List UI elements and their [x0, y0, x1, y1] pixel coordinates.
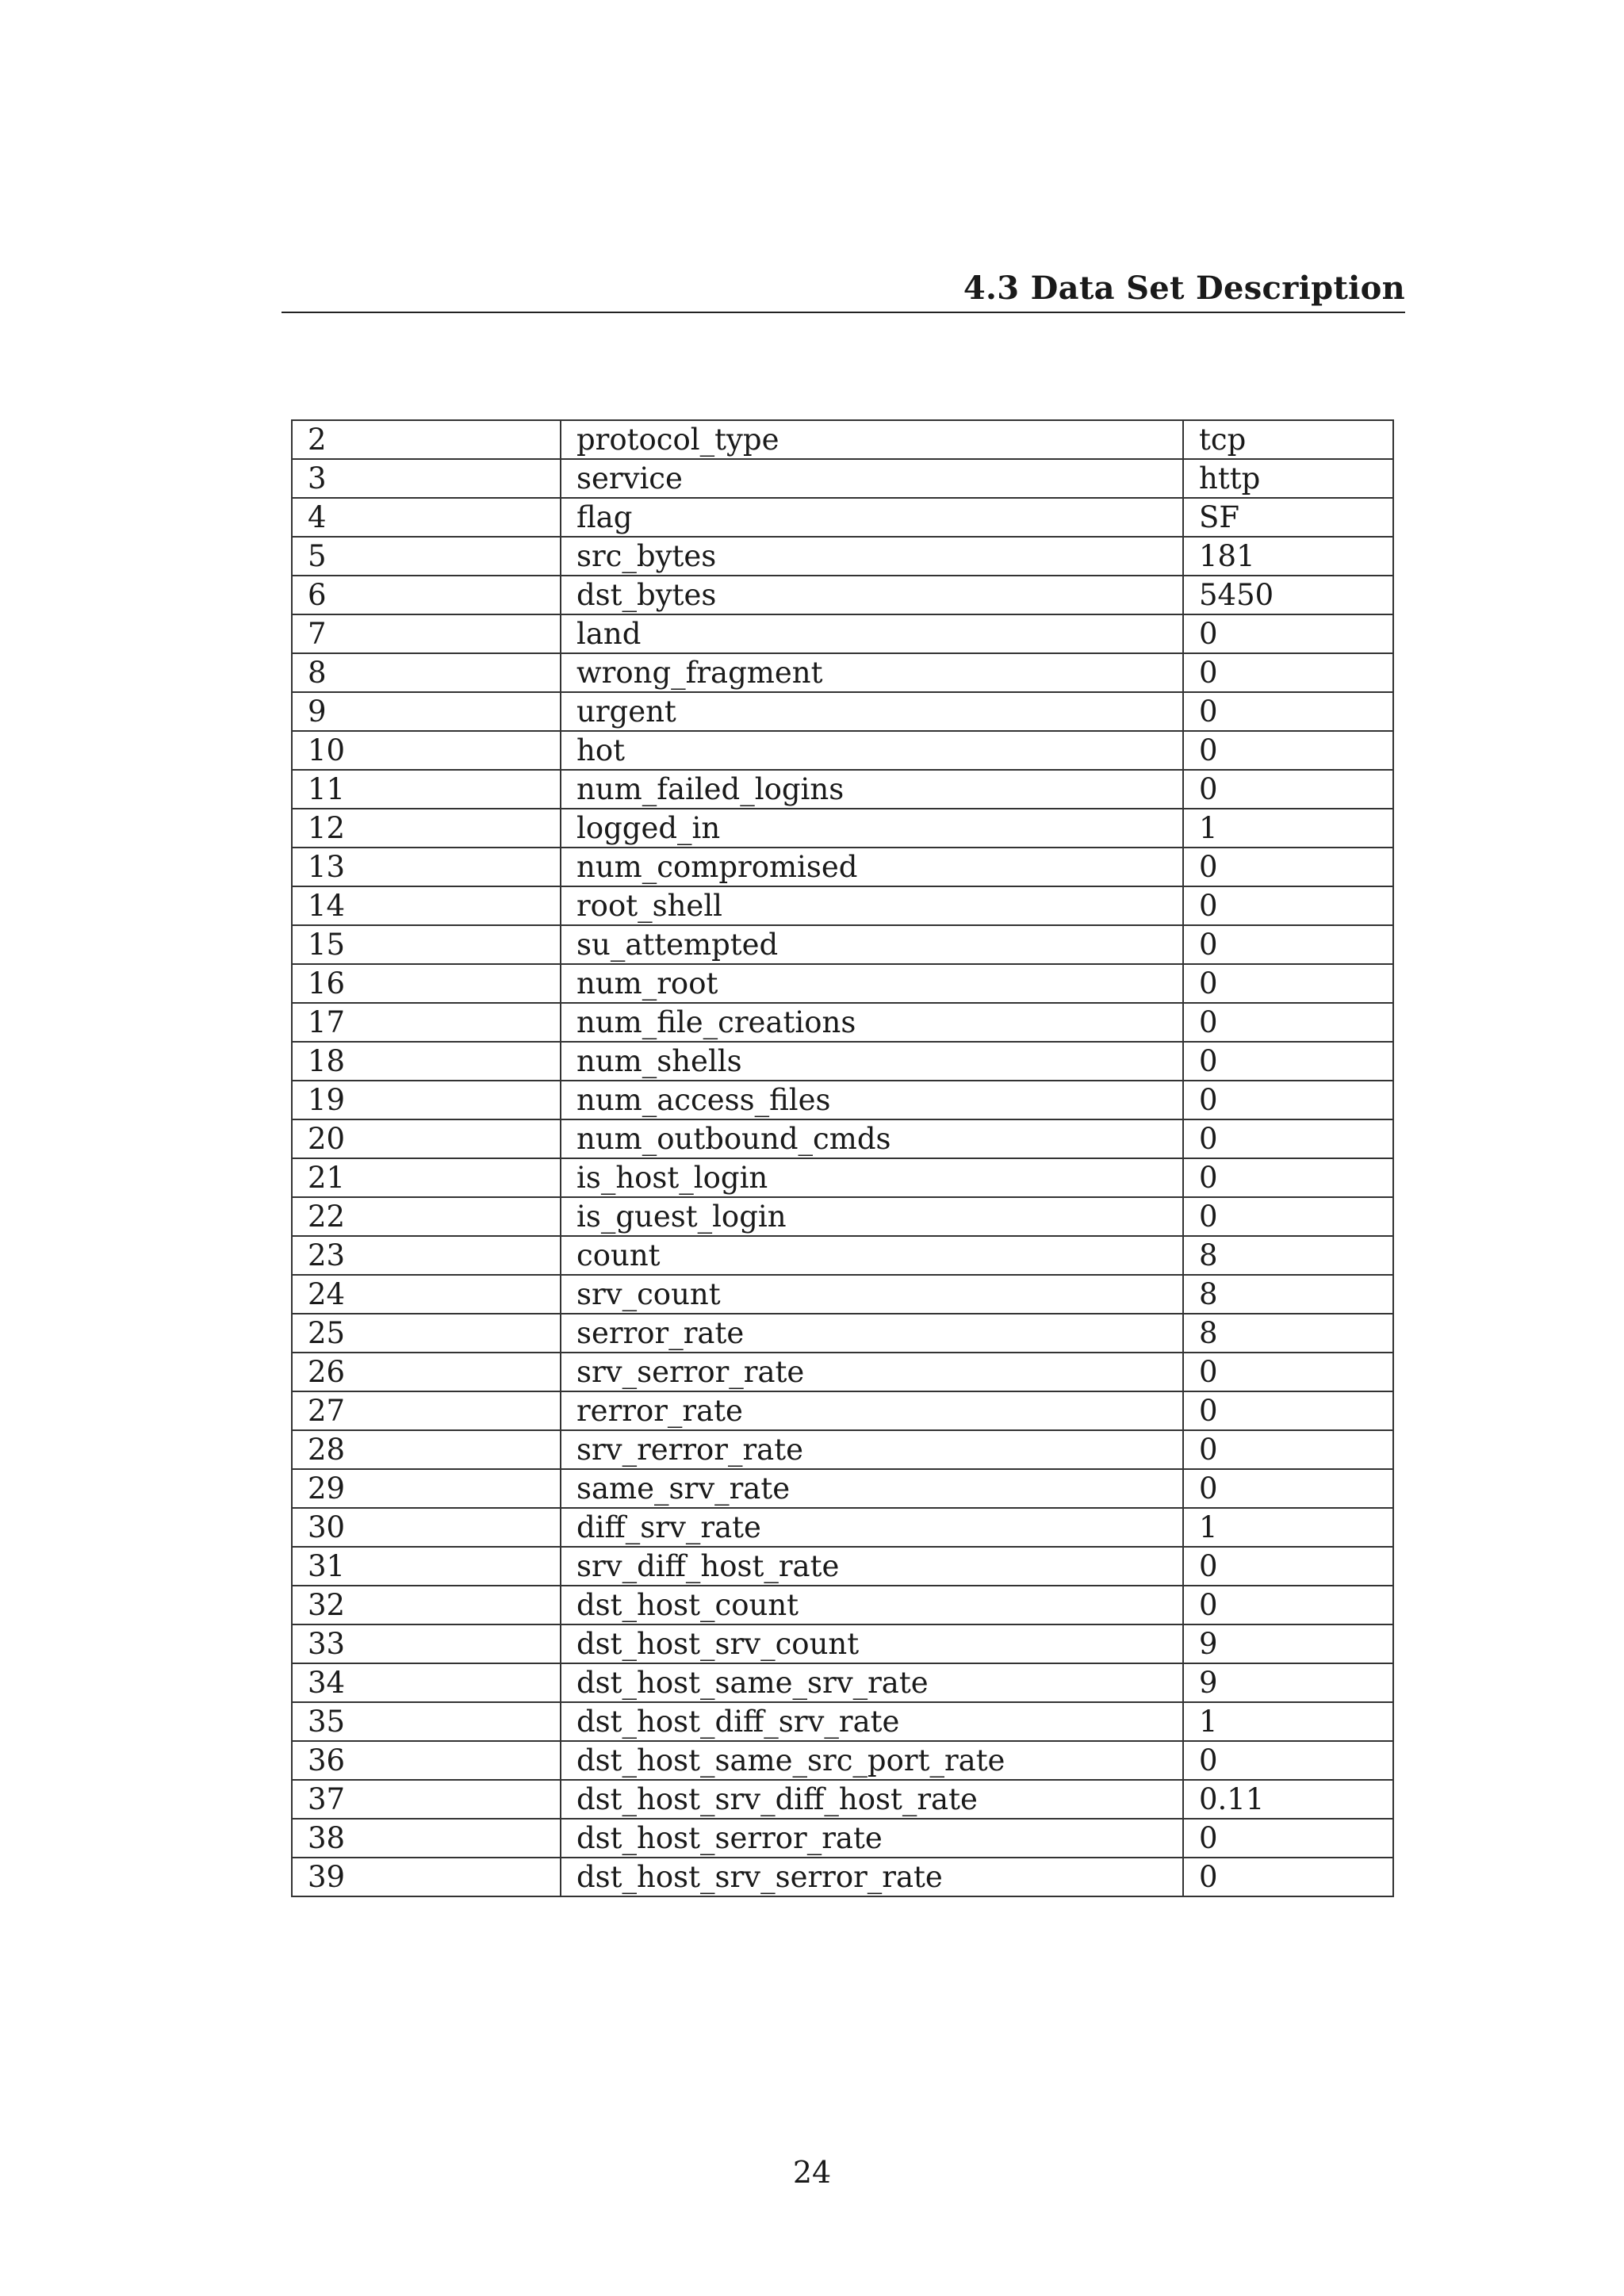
- row-index-cell: 21: [292, 1158, 561, 1197]
- feature-name-cell: num_compromised: [561, 848, 1183, 886]
- feature-value-cell: 0: [1183, 1158, 1393, 1197]
- feature-value-cell: 5450: [1183, 576, 1393, 614]
- row-index-cell: 32: [292, 1586, 561, 1624]
- feature-value-cell: 0: [1183, 925, 1393, 964]
- row-index-cell: 20: [292, 1119, 561, 1158]
- feature-name-cell: dst_host_same_src_port_rate: [561, 1741, 1183, 1780]
- feature-name-cell: dst_host_same_srv_rate: [561, 1663, 1183, 1702]
- table-row: [292, 1236, 1393, 1275]
- table-row: [292, 1819, 1393, 1858]
- row-index-cell: 28: [292, 1430, 561, 1469]
- table-row: [292, 1586, 1393, 1624]
- feature-name-cell: num_outbound_cmds: [561, 1119, 1183, 1158]
- feature-value-cell: 1: [1183, 1508, 1393, 1547]
- feature-name-cell: dst_host_count: [561, 1586, 1183, 1624]
- feature-value-cell: 0: [1183, 1391, 1393, 1430]
- feature-name-cell: root_shell: [561, 886, 1183, 925]
- table-row: [292, 614, 1393, 653]
- row-index-cell: 3: [292, 459, 561, 498]
- table-row: [292, 1858, 1393, 1896]
- row-index-cell: 39: [292, 1858, 561, 1896]
- feature-value-cell: SF: [1183, 498, 1393, 537]
- table-row: [292, 653, 1393, 692]
- feature-name-cell: service: [561, 459, 1183, 498]
- row-index-cell: 35: [292, 1702, 561, 1741]
- table-row: [292, 1275, 1393, 1314]
- feature-value-cell: 0: [1183, 848, 1393, 886]
- row-index-cell: 9: [292, 692, 561, 731]
- feature-value-cell: 0: [1183, 1547, 1393, 1586]
- page-number: 24: [792, 2155, 832, 2190]
- feature-name-cell: logged_in: [561, 809, 1183, 848]
- row-index-cell: 33: [292, 1624, 561, 1663]
- feature-name-cell: dst_host_diff_srv_rate: [561, 1702, 1183, 1741]
- row-index-cell: 26: [292, 1353, 561, 1391]
- table-row: [292, 809, 1393, 848]
- feature-value-cell: 9: [1183, 1663, 1393, 1702]
- table-row: [292, 1081, 1393, 1119]
- feature-name-cell: num_root: [561, 964, 1183, 1003]
- feature-name-cell: diff_srv_rate: [561, 1508, 1183, 1547]
- feature-name-cell: rerror_rate: [561, 1391, 1183, 1430]
- row-index-cell: 18: [292, 1042, 561, 1081]
- table-row: [292, 1663, 1393, 1702]
- table-row: [292, 731, 1393, 770]
- row-index-cell: 36: [292, 1741, 561, 1780]
- feature-name-cell: dst_host_srv_diff_host_rate: [561, 1780, 1183, 1819]
- feature-value-cell: 0: [1183, 886, 1393, 925]
- row-index-cell: 15: [292, 925, 561, 964]
- feature-value-cell: tcp: [1183, 420, 1393, 459]
- table-row: [292, 1119, 1393, 1158]
- feature-name-cell: serror_rate: [561, 1314, 1183, 1353]
- feature-value-cell: 1: [1183, 809, 1393, 848]
- feature-name-cell: hot: [561, 731, 1183, 770]
- feature-table: [291, 419, 1394, 1897]
- row-index-cell: 17: [292, 1003, 561, 1042]
- row-index-cell: 11: [292, 770, 561, 809]
- table-row: [292, 964, 1393, 1003]
- feature-value-cell: 8: [1183, 1314, 1393, 1353]
- feature-value-cell: 0: [1183, 1042, 1393, 1081]
- feature-value-cell: 0: [1183, 1353, 1393, 1391]
- feature-name-cell: srv_diff_host_rate: [561, 1547, 1183, 1586]
- table-row: [292, 1469, 1393, 1508]
- row-index-cell: 14: [292, 886, 561, 925]
- table-row: [292, 1547, 1393, 1586]
- table-row: [292, 1042, 1393, 1081]
- feature-name-cell: srv_rerror_rate: [561, 1430, 1183, 1469]
- table-row: [292, 692, 1393, 731]
- row-index-cell: 31: [292, 1547, 561, 1586]
- feature-name-cell: count: [561, 1236, 1183, 1275]
- running-header: [282, 266, 1405, 313]
- feature-value-cell: 0: [1183, 1197, 1393, 1236]
- feature-value-cell: 0: [1183, 653, 1393, 692]
- feature-name-cell: num_file_creations: [561, 1003, 1183, 1042]
- feature-value-cell: 8: [1183, 1275, 1393, 1314]
- feature-name-cell: src_bytes: [561, 537, 1183, 576]
- row-index-cell: 34: [292, 1663, 561, 1702]
- feature-value-cell: 0: [1183, 1586, 1393, 1624]
- table-row: [292, 886, 1393, 925]
- feature-value-cell: 0: [1183, 614, 1393, 653]
- feature-value-cell: 0: [1183, 964, 1393, 1003]
- feature-name-cell: is_host_login: [561, 1158, 1183, 1197]
- row-index-cell: 4: [292, 498, 561, 537]
- table-row: [292, 498, 1393, 537]
- feature-value-cell: 1: [1183, 1702, 1393, 1741]
- feature-value-cell: 0: [1183, 1003, 1393, 1042]
- feature-name-cell: num_failed_logins: [561, 770, 1183, 809]
- table-row: [292, 770, 1393, 809]
- feature-name-cell: protocol_type: [561, 420, 1183, 459]
- feature-name-cell: srv_serror_rate: [561, 1353, 1183, 1391]
- table-row: [292, 1197, 1393, 1236]
- row-index-cell: 29: [292, 1469, 561, 1508]
- table-row: [292, 576, 1393, 614]
- feature-name-cell: land: [561, 614, 1183, 653]
- row-index-cell: 8: [292, 653, 561, 692]
- feature-name-cell: dst_bytes: [561, 576, 1183, 614]
- feature-value-cell: 0: [1183, 1741, 1393, 1780]
- row-index-cell: 7: [292, 614, 561, 653]
- table-row: [292, 925, 1393, 964]
- feature-name-cell: dst_host_srv_count: [561, 1624, 1183, 1663]
- table-row: [292, 1430, 1393, 1469]
- feature-value-cell: 8: [1183, 1236, 1393, 1275]
- feature-name-cell: is_guest_login: [561, 1197, 1183, 1236]
- table-row: [292, 1353, 1393, 1391]
- table-row: [292, 1158, 1393, 1197]
- feature-name-cell: urgent: [561, 692, 1183, 731]
- row-index-cell: 27: [292, 1391, 561, 1430]
- row-index-cell: 38: [292, 1819, 561, 1858]
- row-index-cell: 37: [292, 1780, 561, 1819]
- table-row: [292, 1003, 1393, 1042]
- feature-value-cell: 0: [1183, 1858, 1393, 1896]
- row-index-cell: 6: [292, 576, 561, 614]
- feature-value-cell: 0.11: [1183, 1780, 1393, 1819]
- feature-name-cell: srv_count: [561, 1275, 1183, 1314]
- row-index-cell: 5: [292, 537, 561, 576]
- table-row: [292, 420, 1393, 459]
- table-row: [292, 1780, 1393, 1819]
- feature-value-cell: 0: [1183, 1469, 1393, 1508]
- table-row: [292, 1508, 1393, 1547]
- feature-name-cell: same_srv_rate: [561, 1469, 1183, 1508]
- feature-name-cell: num_access_files: [561, 1081, 1183, 1119]
- table-row: [292, 1314, 1393, 1353]
- feature-name-cell: flag: [561, 498, 1183, 537]
- table-row: [292, 1391, 1393, 1430]
- feature-value-cell: 0: [1183, 731, 1393, 770]
- row-index-cell: 13: [292, 848, 561, 886]
- feature-value-cell: 0: [1183, 1119, 1393, 1158]
- row-index-cell: 12: [292, 809, 561, 848]
- table-row: [292, 1702, 1393, 1741]
- feature-value-cell: 0: [1183, 1081, 1393, 1119]
- table-row: [292, 459, 1393, 498]
- row-index-cell: 22: [292, 1197, 561, 1236]
- row-index-cell: 10: [292, 731, 561, 770]
- row-index-cell: 24: [292, 1275, 561, 1314]
- feature-value-cell: 9: [1183, 1624, 1393, 1663]
- feature-name-cell: dst_host_serror_rate: [561, 1819, 1183, 1858]
- feature-value-cell: http: [1183, 459, 1393, 498]
- row-index-cell: 16: [292, 964, 561, 1003]
- feature-name-cell: dst_host_srv_serror_rate: [561, 1858, 1183, 1896]
- feature-value-cell: 181: [1183, 537, 1393, 576]
- table-row: [292, 537, 1393, 576]
- feature-name-cell: wrong_fragment: [561, 653, 1183, 692]
- feature-table-body: [292, 420, 1393, 1896]
- row-index-cell: 19: [292, 1081, 561, 1119]
- row-index-cell: 25: [292, 1314, 561, 1353]
- row-index-cell: 2: [292, 420, 561, 459]
- table-row: [292, 848, 1393, 886]
- feature-value-cell: 0: [1183, 770, 1393, 809]
- row-index-cell: 23: [292, 1236, 561, 1275]
- table-row: [292, 1624, 1393, 1663]
- feature-value-cell: 0: [1183, 1430, 1393, 1469]
- feature-name-cell: su_attempted: [561, 925, 1183, 964]
- feature-name-cell: num_shells: [561, 1042, 1183, 1081]
- table-row: [292, 1741, 1393, 1780]
- section-title: 4.3 Data Set Description: [963, 270, 1405, 307]
- feature-value-cell: 0: [1183, 692, 1393, 731]
- feature-value-cell: 0: [1183, 1819, 1393, 1858]
- row-index-cell: 30: [292, 1508, 561, 1547]
